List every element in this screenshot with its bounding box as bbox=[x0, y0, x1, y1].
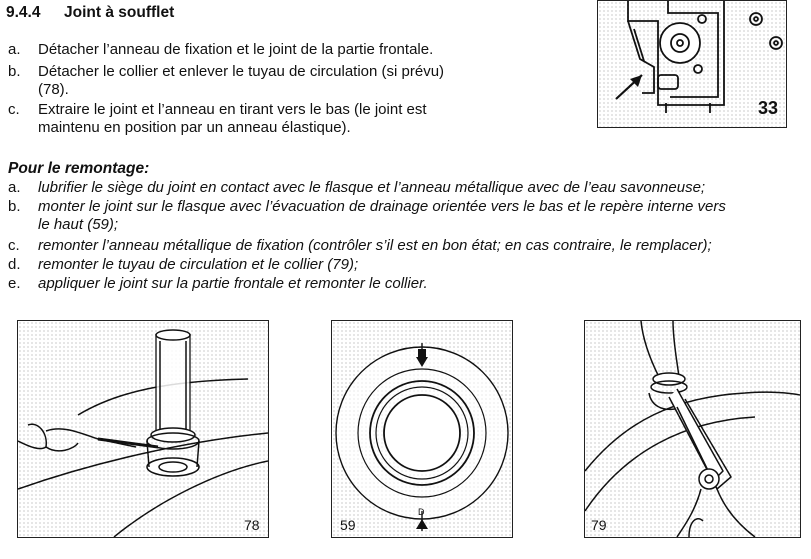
step-text: appliquer le joint sur la partie frontale et remonter le collier. bbox=[38, 275, 428, 292]
figure-79-drawing bbox=[585, 321, 800, 537]
figure-59-drawing bbox=[332, 321, 512, 537]
section-heading bbox=[6, 4, 174, 22]
step-text: Détacher l’anneau de fixation et le joint de la partie frontale. bbox=[38, 41, 434, 58]
figure-number: 33 bbox=[758, 98, 779, 118]
section-title: Joint à soufflet bbox=[64, 4, 175, 21]
step-label: a. bbox=[8, 41, 21, 58]
section-number: 9.4.4 bbox=[6, 4, 41, 21]
step-label: e. bbox=[8, 275, 21, 292]
step-text: le haut (59); bbox=[38, 216, 119, 233]
figure-59 bbox=[331, 320, 513, 538]
step-label: c. bbox=[8, 101, 20, 118]
step-label: c. bbox=[8, 237, 20, 254]
figure-number: 59 bbox=[340, 517, 356, 533]
figure-33 bbox=[597, 0, 787, 128]
figure-78 bbox=[17, 320, 269, 538]
figure-number: 78 bbox=[244, 517, 260, 533]
figure-78-drawing bbox=[18, 321, 268, 537]
step-text: maintenu en position par un anneau élastique). bbox=[38, 119, 351, 136]
step-label: b. bbox=[8, 63, 21, 80]
step-text: remonter l’anneau métallique de fixation (contrôler s’il est en bon état; en cas contraire, le remplacer); bbox=[38, 237, 712, 254]
step-text: Détacher le collier et enlever le tuyau de circulation (si prévu) bbox=[38, 63, 445, 80]
step-text: Extraire le joint et l’anneau en tirant vers le bas (le joint est bbox=[38, 101, 427, 118]
step-label: a. bbox=[8, 179, 21, 196]
step-label: d. bbox=[8, 256, 21, 273]
step-text: lubrifier le siège du joint en contact avec le flasque et l’anneau métallique avec de l’eau savonneuse; bbox=[38, 179, 706, 196]
remontage-title: Pour le remontage: bbox=[8, 160, 150, 177]
step-text: remonter le tuyau de circulation et le collier (79); bbox=[38, 256, 359, 273]
step-text: (78). bbox=[38, 81, 69, 98]
bottom-mark: D bbox=[418, 507, 425, 517]
figure-79 bbox=[584, 320, 801, 538]
step-text: monter le joint sur le flasque avec l’évacuation de drainage orientée vers le bas et le repère interne vers bbox=[38, 198, 726, 215]
figure-number: 79 bbox=[591, 517, 607, 533]
step-label: b. bbox=[8, 198, 21, 215]
